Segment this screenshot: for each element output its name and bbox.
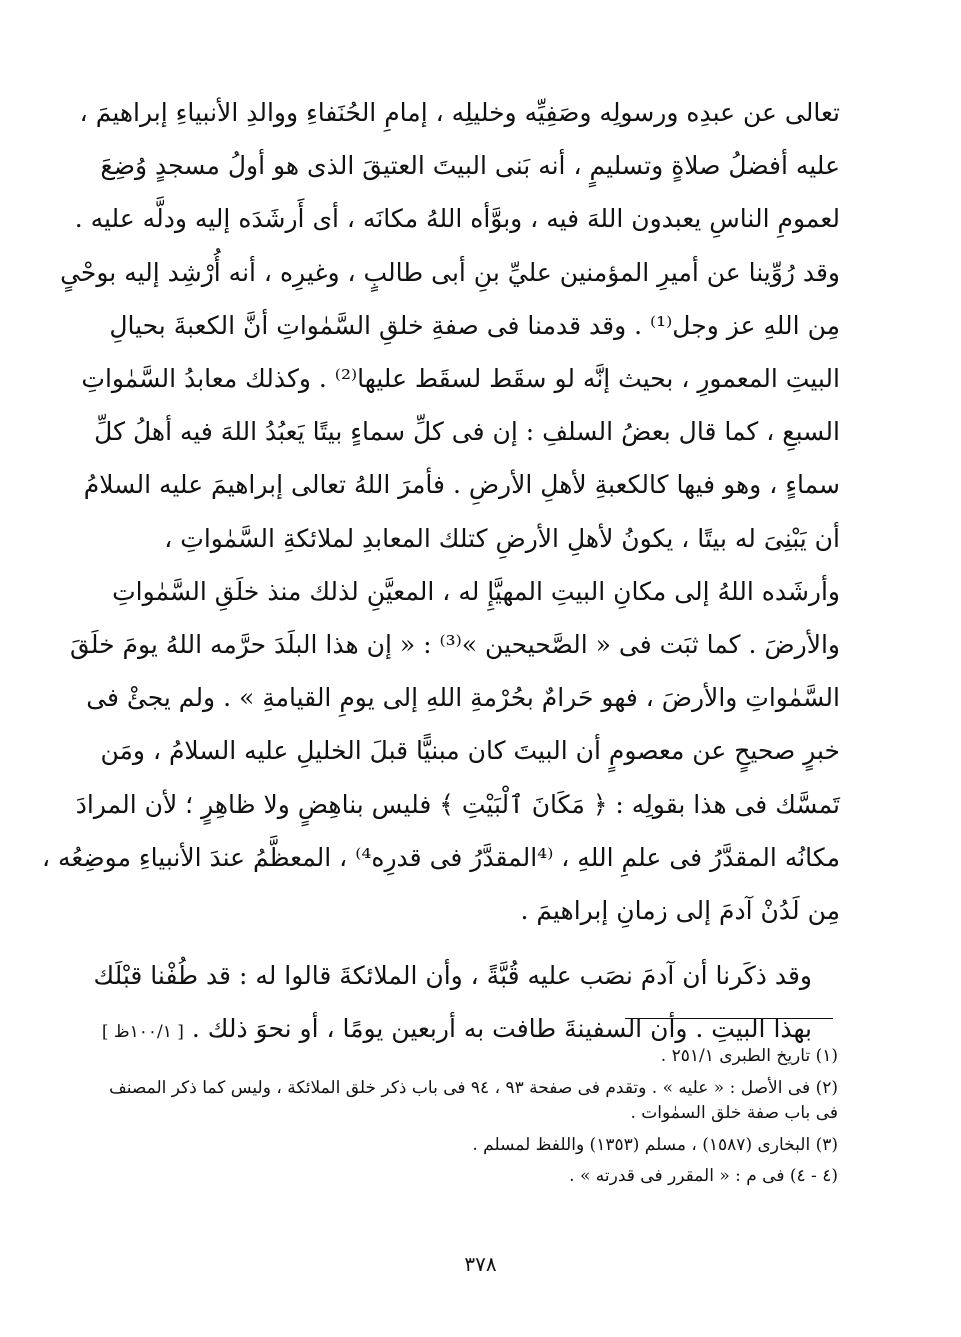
text-line: تَمسَّك فى هذا بقولِه : ﴿ مَكَانَ ٱلْبَيْتِ ﴾ فليس بناهِضٍ ولا ظاهِرٍ ؛ لأن المرادَ	[75, 789, 840, 819]
text-line-content: بهذا البيتِ . وأن السفينةَ طافت به أربعين يومًا ، أو نحوَ ذلك .	[191, 1014, 812, 1044]
text-line: سماءٍ ، وهو فيها كالكعبةِ لأهلِ الأرضِ . فأمرَ اللهُ تعالى إبراهيمَ عليه السلامُ	[83, 470, 840, 500]
text-line: لعمومِ الناسِ يعبدون اللهَ فيه ، وبوَّأه اللهُ مكانَه ، أى أَرشَدَه إليه ودلَّه عليه .	[74, 204, 840, 234]
text-line: السبعِ ، كما قال بعضُ السلفِ : إن فى كلِّ سماءٍ بيتًا يَعبُدُ اللهَ فيه أهلُ كلِّ	[94, 417, 840, 447]
text-line: والأرضَ . كما ثبَت فى « الصَّحيحين »⁽³⁾ : « إن هذا البلَدَ حرَّمه اللهُ يومَ خلَقَ	[69, 630, 840, 660]
text-line: أن يَبْنِىَ له بيتًا ، يكونُ لأهلِ الأرضِ كتلك المعابدِ لملائكةِ السَّمٰواتِ ،	[164, 523, 840, 553]
paragraph-1	[41, 86, 840, 937]
text-line: البيتِ المعمورِ ، بحيث إنَّه لو سقَط لسقَط عليها⁽²⁾ . وكذلك معابدُ السَّمٰواتِ	[81, 364, 840, 394]
text-line: تعالى عن عبدِه ورسولِه وصَفِيِّه وخليلِه ، إمامِ الحُنَفاءِ ووالدِ الأنبياءِ إبراهيمَ ،	[79, 98, 840, 127]
footnote-4: (٤ - ٤) فى م : « المقرر فى قدرته » .	[569, 1166, 838, 1186]
folio-marker: [ ١٠٠/١ظ ]	[101, 1022, 184, 1043]
text-line: مِن اللهِ عز وجل⁽¹⁾ . وقد قدمنا فى صفةِ خلقِ السَّمٰواتِ أنَّ الكعبةَ بحيالِ	[109, 310, 840, 340]
text-line: وقد ذكَرنا أن آدمَ نصَب عليه قُبَّةً ، وأن الملائكةَ قالوا له : قد طُفْنا قبْلَك	[93, 961, 812, 991]
text-line: مِن لَدُنْ آدمَ إلى زمانِ إبراهيمَ .	[520, 896, 840, 926]
footnote-3: (٣) البخارى (١٥٨٧) ، مسلم (١٣٥٣) واللفظ لمسلم .	[472, 1134, 838, 1155]
main-text	[41, 86, 840, 1060]
text-line: عليه أفضلُ صلاةٍ وتسليمٍ ، أنه بَنى البيتَ العتيقَ الذى هو أولُ مسجدٍ وُضِعَ	[100, 151, 840, 181]
text-line: وقد رُوِّينا عن أميرِ المؤمنين عليِّ بنِ أبى طالبٍ ، وغيرِه ، أنه أُرْشِد إليه بوحْىٍ	[60, 257, 840, 287]
text-line: السَّمٰواتِ والأرضَ ، فهو حَرامٌ بحُرْمةِ اللهِ إلى يومِ القيامةِ » . ولم يجئْ فى	[86, 683, 840, 713]
footnote-1: (١) تاريخ الطبرى ٢٥١/١ .	[660, 1046, 838, 1066]
footnote-divider	[625, 1018, 833, 1019]
footnotes	[105, 1044, 838, 1196]
footnote-2: (٢) فى الأصل : « عليه » . وتقدم فى صفحة ٩٣ ، ٩٤ فى باب ذكر خلق الملائكة ، وليس كما ذكر المصنف فى باب صفة خلق السمٰوات .	[109, 1077, 838, 1123]
text-line: خبرٍ صحيحٍ عن معصومٍ أن البيتَ كان مبنيًّا قبلَ الخليلِ عليه السلامُ ، ومَن	[100, 736, 840, 766]
text-line: وأرشَده اللهُ إلى مكانِ البيتِ المهيَّإِ له ، المعيَّنِ لذلك منذ خلَقِ السَّمٰواتِ	[112, 576, 840, 606]
page-number: ٣٧٨	[464, 1252, 497, 1276]
text-line: مكانُه المقدَّرُ فى علمِ اللهِ ، ⁽⁴المقدَّرُ فى قدرِه⁴⁾ ، المعظَّمُ عندَ الأنبياءِ موضِعُه ،	[41, 842, 840, 872]
